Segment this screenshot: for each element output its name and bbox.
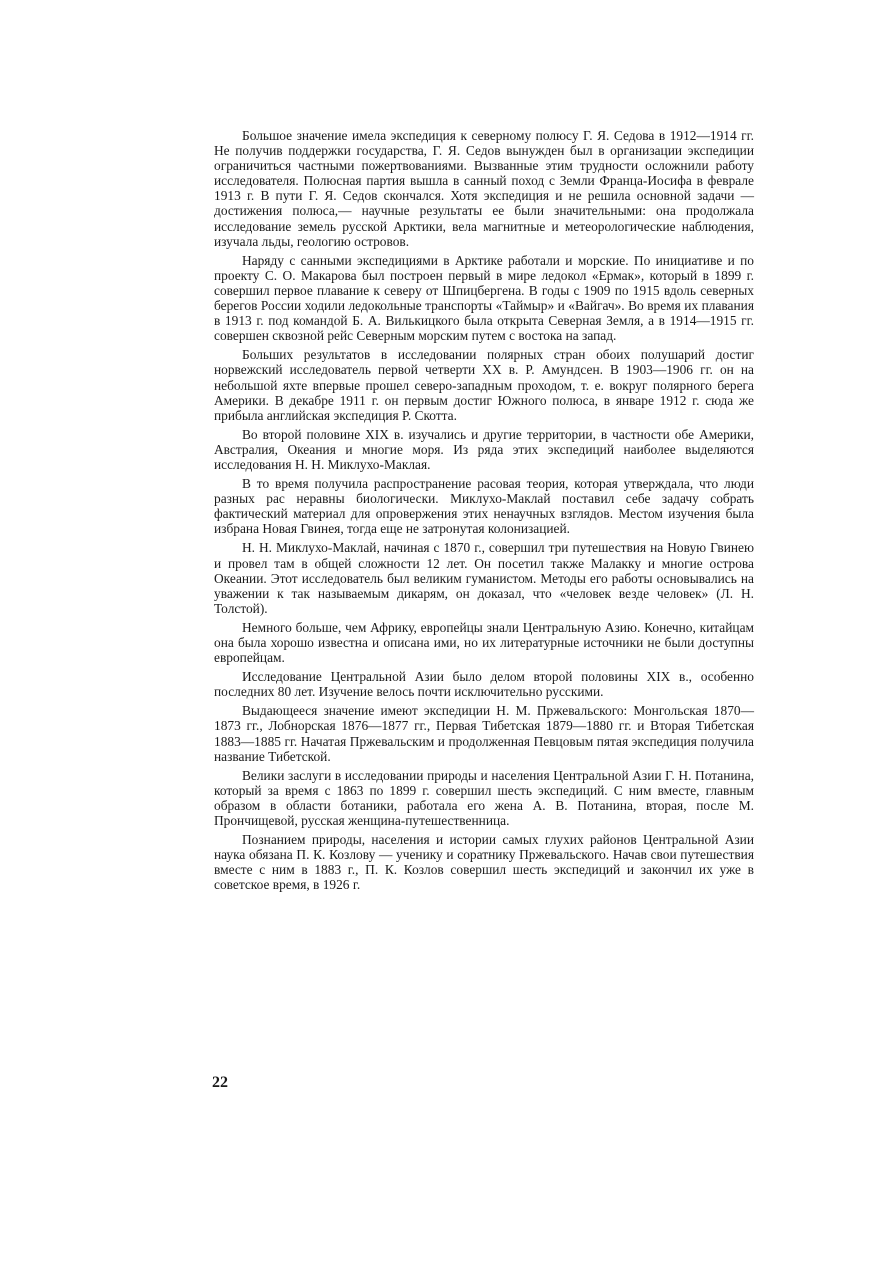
paragraph-potanin: Велики заслуги в исследовании природы и населения Центральной Азии Г. Н. Потанина, который за время с 1863 по 1899 г. совершил шесть экспедиций. С ним вместе, главным образом в области ботаники, работала его жена А. В. Потанина, вторая, после М. Прончищевой, русская женщина-путешественница. [214, 767, 754, 829]
page-number: 22 [212, 1074, 228, 1091]
paragraph-sedov: Большое значение имела экспедиция к северному полюсу Г. Я. Седова в 1912—1914 гг. Не получив поддержки государства, Г. Я. Седов вынужден был в организации экспедиции ограничиться частными пожертвованиями. Вызванные этим трудности осложнили работу исследователя. Полюсная партия вышла в санный поход с Земли Франца-Иосифа в феврале 1913 г. В пути Г. Я. Седов скончался. Хотя экспедиция и не решила основной задачи — достижения полюса,— научные результаты ее были значительными: она продолжала исследование земель русской Арктики, вела магнитные и метеорологические наблюдения, изучала льды, геологию островов. [214, 128, 754, 249]
page-body [214, 128, 754, 897]
paragraph-racial-theory: В то время получила распространение расовая теория, которая утверждала, что люди разных рас неравны биологически. Миклухо-Маклай поставил себе задачу собрать фактический материал для опровержения этих ненаучных взглядов. Местом изучения была избрана Новая Гвинея, тогда еще не затронутая колонизацией. [214, 476, 754, 537]
paragraph-central-asia: Немного больше, чем Африку, европейцы знали Центральную Азию. Конечно, китайцам она была хорошо известна и описана ими, но их литературные источники не были доступны европейцам. [214, 619, 754, 666]
paragraph-przhevalsky: Выдающееся значение имеют экспедиции Н. М. Пржевальского: Монгольская 1870—1873 гг., Лобнорская 1876—1877 гг., Первая Тибетская 1879—1880 гг. и Вторая Тибетская 1883—1885 гг. Начатая Пржевальским и продолженная Певцовым пятая экспедиция получила название Тибетской. [214, 703, 754, 764]
paragraph-other-territories: Во второй половине XIX в. изучались и другие территории, в частности обе Америки, Австралия, Океания и многие моря. Из ряда этих экспедиций наиболее выделяются исследования Н. Н. Миклухо-Маклая. [214, 426, 754, 472]
paragraph-amundsen: Больших результатов в исследовании полярных стран обоих полушарий достиг норвежский исследователь первой четверти XX в. Р. Амундсен. В 1903—1906 гг. он на небольшой яхте впервые прошел северо-западным проходом, т. е. вокруг полярного берега Америки. В декабре 1911 г. он первым достиг Южного полюса, в январе 1912 г. сюда же прибыла английская экспедиция Р. Скотта. [214, 347, 754, 423]
paragraph-kozlov: Познанием природы, населения и истории самых глухих районов Центральной Азии наука обязана П. К. Козлову — ученику и соратнику Пржевальского. Начав свои путешествия вместе с ним в 1883 г., П. К. Козлов совершил шесть экспедиций и закончил их уже в советское время, в 1926 г. [214, 832, 754, 893]
paragraph-miklukho-maklai: Н. Н. Миклухо-Маклай, начиная с 1870 г., совершил три путешествия на Новую Гвинею и провел там в общей сложности 12 лет. Он посетил также Малакку и многие острова Океании. Этот исследователь был великим гуманистом. Методы его работы основывались на уважении к так называемым дикарям, он доказал, что «человек везде человек» (Л. Н. Толстой). [214, 540, 754, 616]
paragraph-sea-expeditions: Наряду с санными экспедициями в Арктике работали и морские. По инициативе и по проекту С. О. Макарова был построен первый в мире ледокол «Ермак», который в 1899 г. совершил первое плавание к северу от Шпицбергена. В годы с 1909 по 1915 вдоль северных берегов России ходили ледокольные транспорты «Таймыр» и «Вайгач». Во время их плавания в 1913 г. под командой Б. А. Вилькицкого была открыта Северная Земля, а в 1914—1915 гг. совершен сквозной рейс Северным морским путем с востока на запад. [214, 252, 754, 344]
paragraph-central-asia-study: Исследование Центральной Азии было делом второй половины XIX в., особенно последних 80 лет. Изучение велось почти исключительно русскими. [214, 669, 754, 700]
